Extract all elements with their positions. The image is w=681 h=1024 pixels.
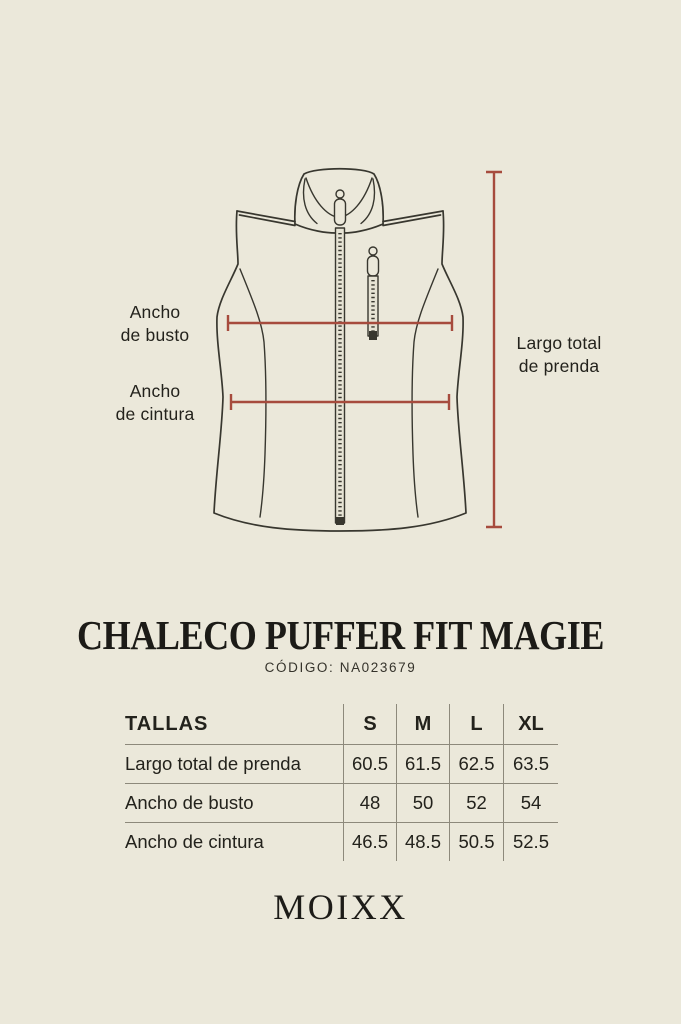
label-line: de prenda (518, 356, 600, 377)
label-line: Ancho (129, 302, 181, 322)
princess-seam-left (240, 269, 266, 517)
value-waist-l: 50.5 (449, 823, 503, 861)
size-column-header-m: M (396, 704, 449, 745)
product-title: CHALECO PUFFER FIT MAGIE (76, 612, 604, 658)
size-column-header-s: S (343, 704, 396, 745)
label-line: Largo total (516, 333, 602, 353)
value-length-l: 62.5 (449, 745, 503, 784)
brand-logo: MOIXX (273, 887, 408, 927)
row-label-length: Largo total de prenda (125, 745, 343, 784)
value-waist-m: 48.5 (396, 823, 449, 861)
main-zipper (335, 190, 346, 525)
row-label-bust: Ancho de busto (125, 784, 343, 823)
value-length-m: 61.5 (396, 745, 449, 784)
value-bust-m: 50 (396, 784, 449, 823)
collar-seam-left (304, 179, 318, 224)
row-label-waist: Ancho de cintura (125, 831, 264, 852)
size-column-header-xl: XL (503, 704, 558, 745)
size-table (125, 704, 558, 861)
label-line: Ancho (129, 381, 181, 401)
value-length-xl: 63.5 (503, 745, 558, 784)
collar-seam-right (361, 179, 375, 224)
value-length-s: 60.5 (343, 745, 396, 784)
pocket-zipper (368, 247, 379, 340)
measurement-label-length (492, 332, 626, 378)
measurement-label-bust (88, 301, 222, 347)
product-code: CÓDIGO: NA023679 (264, 660, 417, 675)
value-bust-l: 52 (449, 784, 503, 823)
label-line: de busto (120, 325, 190, 346)
measurement-label-waist (88, 380, 222, 426)
value-bust-xl: 54 (503, 784, 558, 823)
value-waist-s: 46.5 (343, 823, 396, 861)
size-column-header-l: L (449, 704, 503, 745)
value-waist-xl: 52.5 (503, 823, 558, 861)
size-table-header-label: TALLAS (125, 704, 343, 745)
label-line: de cintura (115, 404, 195, 425)
princess-seam-right (412, 269, 438, 517)
value-bust-s: 48 (343, 784, 396, 823)
